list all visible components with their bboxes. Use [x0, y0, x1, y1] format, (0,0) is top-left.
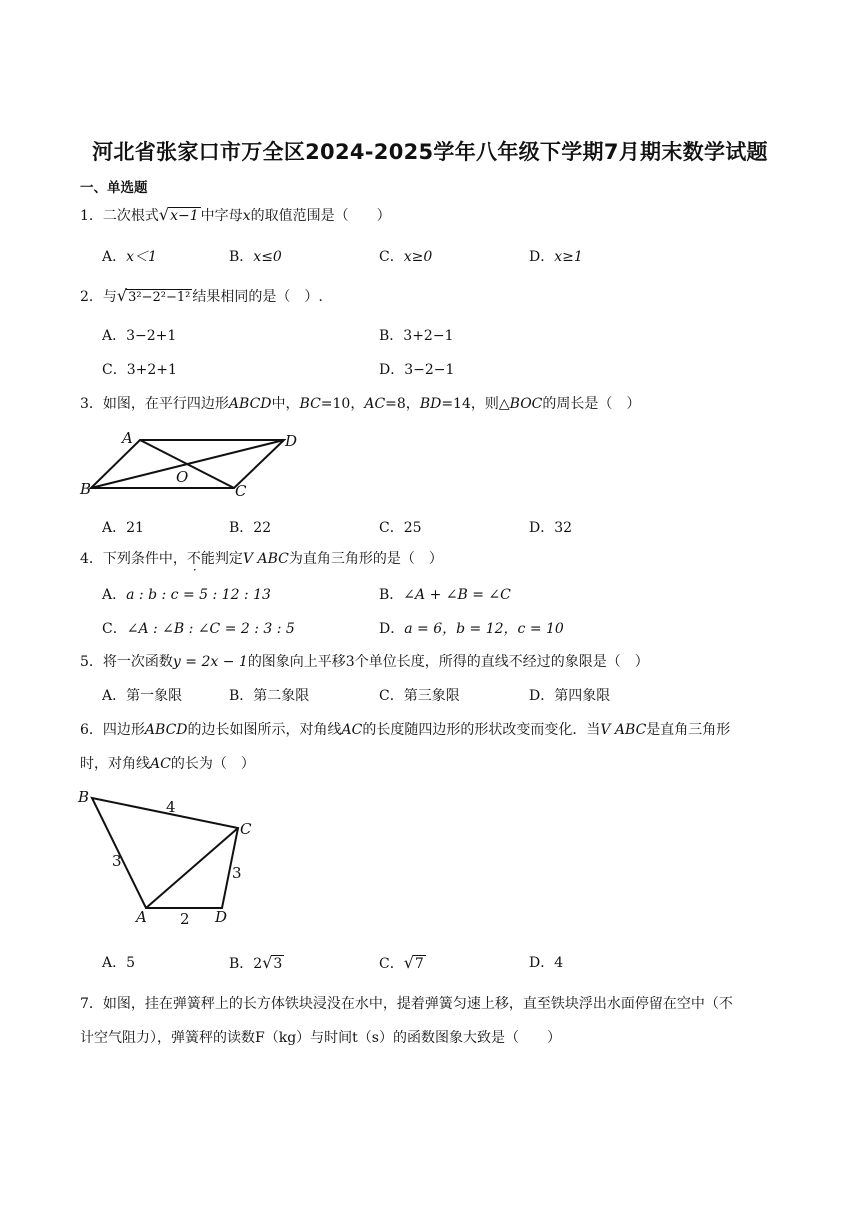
- radical-sign: √: [403, 953, 414, 972]
- q3-option-b[interactable]: B．22: [229, 520, 272, 536]
- page-title: 河北省张家口市万全区2024-2025学年八年级下学期7月期末数学试题: [92, 140, 768, 164]
- q4-option-c[interactable]: C．∠A : ∠B : ∠C = 2 : 3 : 5: [102, 621, 295, 637]
- question-7-line-2: 计空气阻力），弹簧秤的读数F（kg）与时间t（s）的函数图象大致是（ ）: [80, 1030, 561, 1046]
- q6-option-a[interactable]: A．5: [102, 955, 136, 971]
- label-a: A: [122, 429, 133, 447]
- label-c: C: [235, 482, 247, 500]
- label-b: B: [80, 480, 92, 498]
- question-1-suffix: 的取值范围是（ ）: [250, 208, 391, 224]
- label-c: C: [240, 820, 252, 838]
- q3-option-d[interactable]: D．32: [529, 520, 573, 536]
- label-a: A: [136, 908, 147, 926]
- emphasis-dots: 不能: [186, 551, 215, 567]
- question-2-radicand: 3²−2²−1²: [128, 290, 191, 305]
- quadrilateral-figure: [72, 786, 262, 932]
- question-1: [80, 205, 391, 226]
- radical-sign: √: [158, 205, 170, 224]
- q1-option-b[interactable]: B．x≤0: [229, 249, 282, 265]
- q4-option-d[interactable]: D．a = 6，b = 12，c = 10: [379, 621, 564, 637]
- q1-option-d[interactable]: D．x≥1: [529, 249, 583, 265]
- question-6-line-1: 6．四边形ABCD的边长如图所示，对角线AC的长度随四边形的形状改变而变化．当V ABC是直角三角形: [80, 722, 731, 738]
- length-cd: 3: [232, 864, 242, 882]
- radical-sign: √: [116, 286, 128, 305]
- length-ab: 3: [112, 852, 122, 870]
- question-5: 5．将一次函数y = 2x − 1的图象向上平移3个单位长度，所得的直线不经过的象限是（ ）: [80, 654, 649, 670]
- q1-option-a[interactable]: A．x＜1: [102, 249, 157, 265]
- q6-option-b[interactable]: B．2√3: [229, 953, 283, 972]
- question-2: [80, 286, 323, 307]
- q5-option-c[interactable]: C．第三象限: [379, 688, 460, 704]
- label-b: B: [78, 788, 90, 806]
- q2-option-b[interactable]: B．3+2−1: [379, 328, 454, 344]
- section-heading: 一、单选题: [80, 180, 148, 196]
- q2-option-d[interactable]: D．3−2−1: [379, 362, 455, 378]
- label-o: O: [176, 468, 189, 486]
- question-1-prefix: 1．二次根式: [80, 208, 159, 224]
- question-1-text: 中字母: [200, 208, 243, 224]
- q6-option-d[interactable]: D．4: [529, 955, 564, 971]
- q5-option-b[interactable]: B．第二象限: [229, 688, 310, 704]
- label-d: D: [285, 432, 298, 450]
- question-3: 3．如图，在平行四边形ABCD中，BC=10，AC=8，BD=14，则△BOC的周长是（ ）: [80, 396, 641, 412]
- q4-option-b[interactable]: B．∠A + ∠B = ∠C: [379, 587, 511, 603]
- q4-option-a[interactable]: A．a : b : c = 5 : 12 : 13: [102, 587, 271, 603]
- q2-option-a[interactable]: A．3−2+1: [102, 328, 177, 344]
- q1-option-c[interactable]: C．x≥0: [379, 249, 433, 265]
- question-1-radicand: x−1: [170, 208, 199, 224]
- question-2-text: 结果相同的是（ ）.: [192, 289, 323, 305]
- question-7-line-1: 7．如图，挂在弹簧秤上的长方体铁块浸没在水中，提着弹簧匀速上移，直至铁块浮出水面停留在空中（不: [80, 996, 733, 1012]
- parallelogram-figure: [78, 426, 298, 500]
- question-6-line-2: 时，对角线AC的长为（ ）: [80, 756, 255, 772]
- label-d: D: [215, 908, 228, 926]
- q3-option-a[interactable]: A．21: [102, 520, 144, 536]
- length-bc: 4: [166, 798, 176, 816]
- q6-option-c[interactable]: C．√7: [379, 953, 424, 972]
- question-4: 4．下列条件中，不能判定V ABC为直角三角形的是（ ）: [80, 551, 443, 567]
- length-ad: 2: [180, 910, 190, 928]
- radical-sign: √: [262, 953, 273, 972]
- question-2-prefix: 2．与: [80, 289, 117, 305]
- q3-option-c[interactable]: C．25: [379, 520, 422, 536]
- q5-option-a[interactable]: A．第一象限: [102, 688, 183, 704]
- q5-option-d[interactable]: D．第四象限: [529, 688, 611, 704]
- question-1-var: x: [242, 208, 251, 224]
- q2-option-c[interactable]: C．3+2+1: [102, 362, 177, 378]
